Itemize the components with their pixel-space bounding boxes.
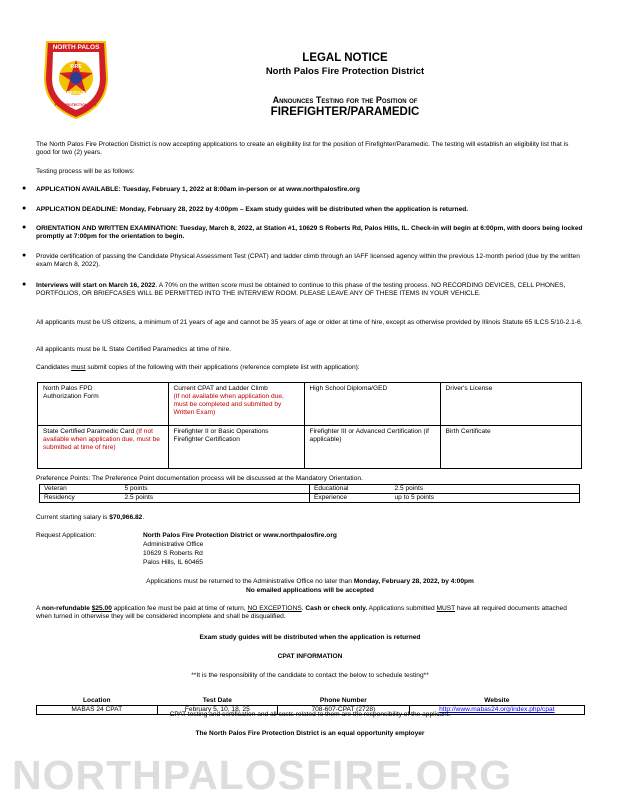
preference-points-table [39, 484, 580, 503]
return-deadline: Applications must be returned to the Administrative Office no later than Monday, February 28, 2022, by 4:00pm [146, 578, 474, 585]
table-row: MABAS 24 CPAT February 5, 10, 18, 25 708-607-CPAT (2728) http://www.mabas24.org/index.php/cpat [37, 706, 585, 715]
request-office: Administrative Office [143, 541, 204, 548]
announcement-line: Announces Testing for the Position of [272, 95, 418, 105]
table-cell: North Palos FPD Authorization Form [38, 383, 169, 426]
intro-paragraph: The North Palos Fire Protection District is now accepting applications to create an eligibility list for the position of Firefighter/Paramedic. The testing will establish an eligibility list that is good for two (2) years. [36, 141, 569, 157]
bullet-dot: ● [22, 224, 27, 231]
candidates-instruction: Candidates must submit copies of the following with their applications (reference complete list with application): [36, 364, 360, 371]
table-cell: Current CPAT and Ladder Climb (If not available when application due, must be completed and submitted by Written Exam) [168, 383, 304, 426]
request-label: Request Application: [36, 532, 97, 539]
interview-date: Interviews will start on March 16, 2022 [36, 282, 156, 289]
table-cell: Driver's License [440, 383, 581, 426]
website-watermark: NORTHPALOSFIRE.ORG [12, 752, 513, 798]
bullet-dot: ● [22, 252, 27, 259]
request-source: North Palos Fire Protection District or www.northpalosfire.org [143, 532, 337, 539]
bullet-application-deadline: APPLICATION DEADLINE: Monday, February 28, 2022 by 4:00pm – Exam study guides will be distributed when the application is returned. [36, 206, 469, 213]
request-city: Palos Hills, IL 60465 [143, 559, 203, 566]
cpat-note: **It is the responsibility of the candidate to contact the below to schedule testing** [191, 672, 429, 679]
eeo-statement: The North Palos Fire Protection District is an equal opportunity employer [195, 730, 425, 737]
study-guide-note: Exam study guides will be distributed when the application is returned [199, 634, 421, 641]
svg-text:RESCUE: RESCUE [66, 90, 86, 95]
cpat-website-link[interactable]: http://www.mabas24.org/index.php/cpat [409, 706, 584, 715]
svg-text:FIRE PROTECTION DIST.: FIRE PROTECTION DIST. [54, 103, 98, 107]
fire-district-logo [41, 38, 111, 120]
salary-amount: $70,966.82 [109, 514, 143, 521]
notice-title: LEGAL NOTICE [302, 52, 388, 64]
fee-paragraph: A non-refundable $25.00 application fee must be paid at time of return, NO EXCEPTIONS. Cash or check only. Applications submitted MUST have all required documents attached when turned in otherwise they will be considered incomplete and shall be disqualified. [36, 605, 567, 621]
table-row [38, 383, 582, 426]
district-name: North Palos Fire Protection District [265, 66, 425, 77]
svg-text:FIRE: FIRE [70, 64, 82, 70]
salary-line: Current starting salary is $70,966.82. [36, 514, 145, 521]
bullet-application-available: APPLICATION AVAILABLE: Tuesday, February 1, 2022 at 8:00am in-person or at www.northpalosfire.org [36, 186, 360, 193]
bullet-dot: ● [22, 205, 27, 212]
process-label: Testing process will be as follows: [36, 168, 135, 175]
table-row: Residency 2.5 points Experience up to 5 points [40, 494, 580, 503]
no-email-note: No emailed applications will be accepted [246, 587, 374, 594]
table-row [38, 426, 582, 469]
paramedic-requirement: All applicants must be IL State Certified Paramedics at time of hire. [36, 346, 232, 353]
table-cell: Birth Certificate [440, 426, 581, 469]
table-cell: Firefighter III or Advanced Certification (if applicable) [304, 426, 440, 469]
svg-text:NORTH PALOS: NORTH PALOS [52, 44, 100, 51]
table-cell: State Certified Paramedic Card (If not available when application due, must be submitted at time of hire) [38, 426, 169, 469]
table-cell: High School Diploma/GED [304, 383, 440, 426]
bullet-dot: ● [22, 185, 27, 192]
bullet-orientation-exam: ORIENTATION AND WRITTEN EXAMINATION: Tuesday, March 8, 2022, at Station #1, 10629 S Roberts Rd, Palos Hills, IL. Check-in will begin at 6:00pm, with doors being locked promptly at 7:00pm for the orientation to begin. [36, 225, 583, 241]
position-title: FIREFIGHTER/PARAMEDIC [270, 106, 420, 118]
citizenship-requirement: All applicants must be US citizens, a minimum of 21 years of age and cannot be 35 years of age or older at time of hire, except as otherwise provided by Illinois Statute 65 ILCS 5/10-2.1-6. [36, 319, 583, 326]
request-street: 10629 S Roberts Rd [143, 550, 203, 557]
cpat-footnote: CPAT testing and certification and all costs related to them are the responsibility of the applicant. [169, 711, 451, 718]
table-row: Veteran 5 points Educational 2.5 points [40, 485, 580, 494]
table-cell: Firefighter II or Basic Operations Firefighter Certification [168, 426, 304, 469]
required-documents-table [37, 382, 582, 469]
table-header-row: Location Test Date Phone Number Website [83, 697, 510, 704]
bullet-cpat-certification: Provide certification of passing the Candidate Physical Assessment Test (CPAT) and ladder climb through an IAFF licensed agency within the previous 12-month period (due by the written exam March 8, 2022). [36, 253, 580, 269]
bullet-interviews [36, 282, 584, 299]
preference-label: Preference Points: The Preference Point documentation process will be discussed at the Mandatory Orientation. [36, 475, 363, 482]
bullet-dot: ● [22, 281, 27, 288]
interview-details: . A 70% on the written score must be obtained to continue to this phase of the testing process. NO RECORDING DEVICES, CELL PHONES, PORTFOLIOS, OR BRIEFCASES WILL BE PERMITTED INTO THE INTERVIEW ROOM. PLEASE LEAVE ANY OF THESE ITEMS IN YOUR VEHICLE. [36, 282, 566, 298]
cpat-title: CPAT INFORMATION [277, 653, 343, 660]
